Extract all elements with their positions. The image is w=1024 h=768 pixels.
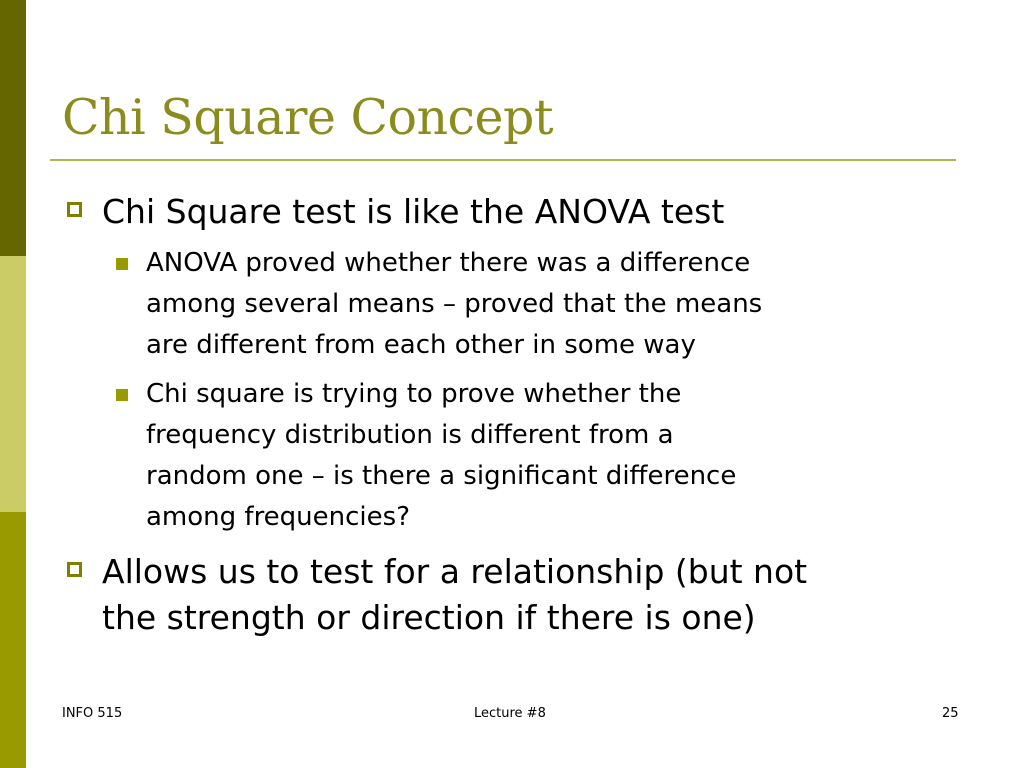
bullet-text — [102, 189, 724, 235]
sub-bullet-text — [146, 243, 762, 366]
slide-title: Chi Square Concept — [62, 89, 554, 146]
filled-square-bullet-icon — [116, 258, 128, 270]
hollow-square-bullet-icon — [67, 202, 82, 217]
filled-square-bullet-icon — [116, 389, 128, 401]
sub-bullet-line: among frequencies? — [146, 502, 410, 532]
footer-course-code: INFO 515 — [62, 706, 123, 721]
hollow-square-bullet-icon — [67, 562, 82, 577]
footer-page-number: 25 — [942, 706, 959, 721]
bullet-line: the strength or direction if there is one) — [102, 598, 756, 637]
bullet-line: Chi Square test is like the ANOVA test — [102, 192, 725, 231]
sub-bullet-line: ANOVA proved whether there was a difference — [146, 248, 751, 278]
sub-bullet-line: frequency distribution is different from a — [146, 420, 674, 450]
bullet-line: Allows us to test for a relationship (but not — [102, 552, 808, 591]
bullet-text — [102, 549, 807, 641]
sub-bullet-line: Chi square is trying to prove whether the — [146, 379, 682, 409]
sub-bullet-text — [146, 374, 736, 538]
sub-bullet-line: among several means – proved that the means — [146, 289, 763, 319]
sub-bullet-line: are different from each other in some way — [146, 330, 696, 360]
sub-bullet-line: random one – is there a significant difference — [146, 461, 737, 491]
footer-lecture-label: Lecture #8 — [474, 706, 546, 721]
